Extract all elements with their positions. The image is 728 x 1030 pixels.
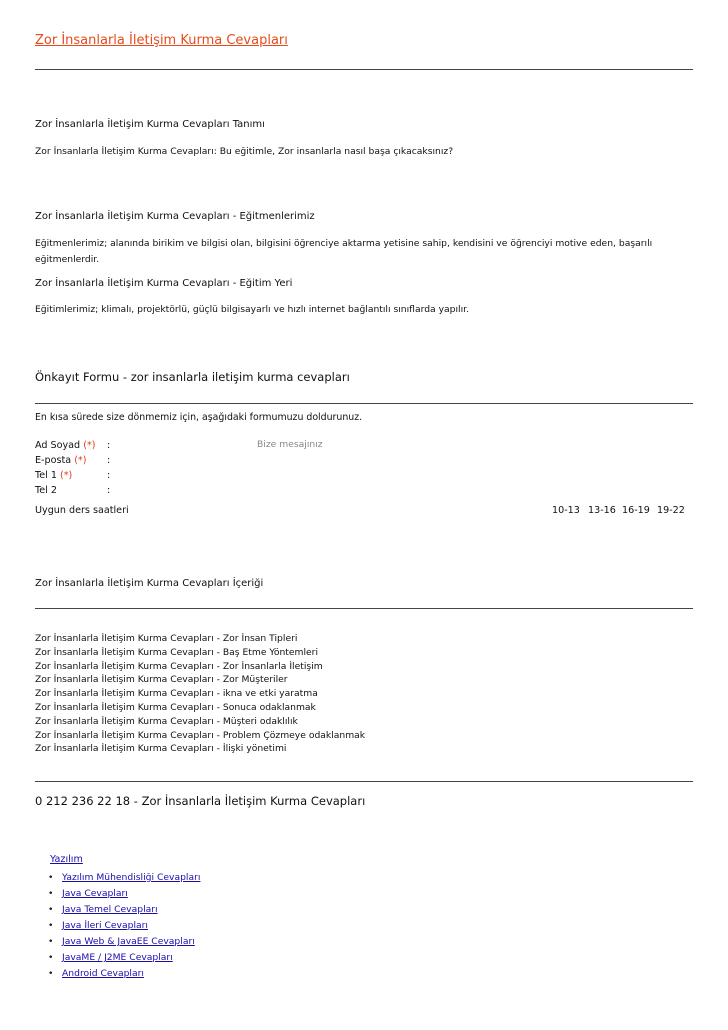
list-item	[46, 918, 200, 934]
list-item	[46, 902, 200, 918]
link-yazilim-muhendisligi[interactable]: Yazılım Mühendisliği Cevapları	[62, 872, 201, 883]
list-item: Zor İnsanlarla İletişim Kurma Cevapları - ikna ve etki yaratma	[35, 688, 318, 700]
hour-option-16-19[interactable]: 16-19	[622, 505, 650, 516]
required-mark: (*)	[60, 470, 73, 481]
bullet-icon: •	[48, 936, 54, 947]
list-item	[46, 870, 200, 886]
divider	[35, 608, 693, 609]
tel2-label-text: Tel 2	[35, 485, 57, 496]
trainers-heading: Zor İnsanlarla İletişim Kurma Cevapları - Eğitmenlerimiz	[35, 211, 315, 222]
contents-heading: Zor İnsanlarla İletişim Kurma Cevapları İçeriği	[35, 578, 264, 589]
tel1-input[interactable]	[120, 467, 220, 481]
definition-heading: Zor İnsanlarla İletişim Kurma Cevapları Tanımı	[35, 119, 265, 130]
email-field-colon: :	[107, 455, 111, 466]
list-item	[46, 950, 200, 966]
page-title-link[interactable]: Zor İnsanlarla İletişim Kurma Cevapları	[35, 33, 288, 48]
tel2-field-colon: :	[107, 485, 111, 496]
list-item: Zor İnsanlarla İletişim Kurma Cevapları - Müşteri odaklılık	[35, 715, 298, 727]
link-java[interactable]: Java Cevapları	[62, 888, 128, 899]
link-android[interactable]: Android Cevapları	[62, 968, 144, 979]
divider	[35, 403, 693, 404]
tel1-field-colon: :	[107, 470, 111, 481]
bullet-icon: •	[48, 920, 54, 931]
name-field-colon: :	[107, 440, 111, 451]
list-item: Zor İnsanlarla İletişim Kurma Cevapları - Zor İnsanlarla İletişim	[35, 660, 323, 672]
email-input[interactable]	[120, 452, 220, 466]
contact-phone: 0 212 236 22 18 - Zor İnsanlarla İletişim Kurma Cevapları	[35, 794, 366, 808]
list-item: Zor İnsanlarla İletişim Kurma Cevapları - Zor İnsan Tipleri	[35, 633, 298, 644]
required-mark: (*)	[83, 440, 96, 451]
list-item: Zor İnsanlarla İletişim Kurma Cevapları - Problem Çözmeye odaklanmak	[35, 729, 366, 741]
definition-text: Zor İnsanlarla İletişim Kurma Cevapları: Bu eğitimle, Zor insanlarla nasıl başa çıkacaksınız?	[35, 146, 454, 157]
list-item	[46, 886, 200, 902]
name-field-label	[35, 440, 96, 451]
tel2-field-label	[35, 485, 57, 496]
tel1-label-text: Tel 1	[35, 470, 57, 481]
tel1-field-label	[35, 470, 72, 481]
category-link-yazilim[interactable]: Yazılım	[50, 854, 83, 865]
list-item: Zor İnsanlarla İletişim Kurma Cevapları - Zor Müşteriler	[35, 674, 288, 686]
email-label-text: E-posta	[35, 455, 72, 466]
location-heading: Zor İnsanlarla İletişim Kurma Cevapları - Eğitim Yeri	[35, 278, 293, 289]
tel2-input[interactable]	[120, 482, 220, 496]
form-heading: Önkayıt Formu - zor insanlarla iletişim kurma cevapları	[35, 370, 350, 384]
list-item: Zor İnsanlarla İletişim Kurma Cevapları - Baş Etme Yöntemleri	[35, 646, 319, 658]
list-item: Zor İnsanlarla İletişim Kurma Cevapları - İlişki yönetimi	[35, 743, 287, 755]
links-list	[46, 870, 200, 982]
message-textarea[interactable]: Bize mesajınız	[257, 439, 323, 450]
name-input[interactable]	[120, 437, 220, 451]
divider	[35, 69, 693, 70]
location-text: Eğitimlerimiz; klimalı, projektörlü, güçlü bilgisayarlı ve hızlı internet bağlantılı sınıflarda yapılır.	[35, 304, 469, 315]
form-intro: En kısa sürede size dönmemiz için, aşağıdaki formumuzu doldurunuz.	[35, 412, 363, 423]
link-java-ileri[interactable]: Java İleri Cevapları	[62, 920, 148, 931]
bullet-icon: •	[48, 872, 54, 883]
link-java-web-javaee[interactable]: Java Web & JavaEE Cevapları	[62, 936, 195, 947]
trainers-text: Eğitmenlerimiz; alanında birikim ve bilgisi olan, bilgisini öğrenciye aktarma yetisine sahip, kendisini ve öğrenciyi motive eden, başarılı eğitmenlerdir.	[35, 238, 653, 265]
hour-option-10-13[interactable]: 10-13	[552, 505, 580, 516]
email-field-label	[35, 455, 86, 466]
list-item: Zor İnsanlarla İletişim Kurma Cevapları - Sonuca odaklanmak	[35, 701, 316, 713]
bullet-icon: •	[48, 904, 54, 915]
hour-option-13-16[interactable]: 13-16	[588, 505, 616, 516]
hour-option-19-22[interactable]: 19-22	[657, 505, 685, 516]
link-javame-j2me[interactable]: JavaME / J2ME Cevapları	[62, 952, 173, 963]
list-item	[46, 966, 200, 982]
bullet-icon: •	[48, 888, 54, 899]
bullet-icon: •	[48, 968, 54, 979]
list-item	[46, 934, 200, 950]
required-mark: (*)	[74, 455, 87, 466]
bullet-icon: •	[48, 952, 54, 963]
name-label-text: Ad Soyad	[35, 440, 81, 451]
contents-list	[35, 632, 365, 756]
link-java-temel[interactable]: Java Temel Cevapları	[62, 904, 158, 915]
hours-label: Uygun ders saatleri	[35, 505, 129, 516]
divider	[35, 781, 693, 782]
